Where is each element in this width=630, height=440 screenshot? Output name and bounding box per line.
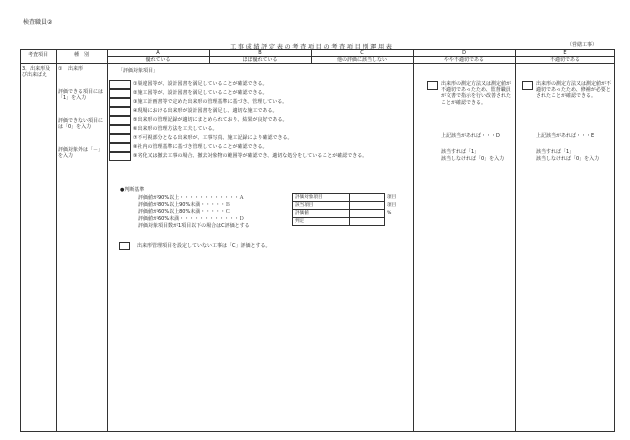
grade-b-desc: ほぼ優れている [242, 57, 278, 63]
grade-a-letter: A [156, 50, 160, 56]
grade-e-no: 該当しなければ「0」を入力 [536, 156, 600, 162]
criteria-checkbox-5[interactable] [109, 116, 131, 125]
type-name: 出来形 [68, 66, 84, 72]
judgment-line-note: 評価対象項目数が1項目以下の場合はC評価とする [138, 223, 250, 229]
header-item: 考査項目 [27, 52, 48, 58]
grade-d-text: 出来形の測定方法又は測定値が不適切であったため、監督職員が文書で指示を行い改善されたことが確認できる。 [441, 81, 512, 106]
criteria-heading: 「評価対象項目」 [118, 68, 159, 74]
judgment-line-b: 評価値が80%以上90%未満・・・・・Ｂ [138, 202, 231, 208]
criteria-checkbox-1[interactable] [109, 80, 131, 89]
criteria-item-2: ②施工図等が、設計図書を満足していることが確認できる。 [133, 90, 268, 96]
summary-value-input[interactable] [350, 210, 385, 218]
criteria-checkbox-3[interactable] [109, 98, 131, 107]
grade-c-letter: C [360, 50, 364, 56]
grade-c-desc: 他の評価に該当しない [336, 57, 387, 63]
criteria-checkbox-8[interactable] [109, 143, 131, 152]
criteria-checkbox-6[interactable] [109, 125, 131, 134]
grade-e-yes: 該当すれば「1」 [536, 149, 575, 155]
column-line [515, 49, 516, 432]
note-applicable: 評価できる項目には「1」を入力 [58, 89, 104, 102]
criteria-item-7: ⑦不可視部分となる出来形が、工事写真、施工記録により確認できる。 [133, 135, 293, 141]
summary-unit: % [387, 210, 392, 216]
column-line [56, 49, 57, 432]
criteria-checkbox-2[interactable] [109, 89, 131, 98]
corner-label: 検査職員② [23, 19, 53, 26]
header-divider-2 [20, 63, 615, 64]
no-management-checkbox[interactable] [119, 242, 130, 250]
judgment-line-a: 評価値が90%以上・・・・・・・・・・・・Ａ [138, 195, 245, 201]
grade-e-text: 出来形の測定方法又は測定値が不適切であったため、修補が必要とされたことが確認できる。 [536, 81, 612, 100]
summary-value-input[interactable] [350, 202, 385, 210]
criteria-item-1: ①巣違図等が、設計図書を満足していることが確認できる。 [133, 81, 268, 87]
grade-a-desc: 優れている [145, 57, 171, 63]
criteria-item-6: ⑥出来形の管理方法を工夫している。 [133, 126, 218, 132]
header-type: 種 別 [73, 52, 89, 58]
table-row [293, 202, 400, 210]
criteria-checkbox-7[interactable] [109, 134, 131, 143]
grade-e-rule: 上記該当があれば・・・E [536, 133, 595, 139]
grade-d-yes: 該当すれば「1」 [441, 149, 480, 155]
table-row [293, 210, 400, 218]
column-line [413, 49, 414, 432]
grade-d-rule: 上記該当があれば・・・D [441, 133, 500, 139]
summary-label: 評価値 [293, 210, 350, 218]
grade-e-checkbox[interactable] [522, 81, 533, 90]
criteria-item-8: ⑧社内の管理基準に基づき管理していることが確認できる。 [133, 144, 268, 150]
criteria-item-3: ③施工計画書等で定めた出来形の管理基準に基づき、管理している。 [133, 99, 288, 105]
judgment-heading: ●判断基準 [120, 187, 145, 193]
table-row [293, 218, 400, 226]
page-title: 工事成績評定表の考査項目の考査項目別運用表 [230, 44, 394, 51]
judgment-line-c: 評価値が60%以上80%未満・・・・・Ｃ [138, 209, 231, 215]
summary-label: 該当項目 [293, 202, 350, 210]
criteria-item-5: ⑤出来形の管理記録が適切にまとめられており、結果が良好である。 [133, 117, 288, 123]
evaluation-summary-table [292, 193, 400, 226]
summary-unit: 項目 [387, 202, 397, 208]
column-line [107, 49, 108, 432]
summary-unit: 項目 [387, 194, 397, 200]
item-name: 3．出来形及び出来ばえ [22, 66, 51, 79]
summary-value-input[interactable] [350, 194, 385, 202]
note-not-applicable: 評価できない項目には「0」を入力 [58, 118, 104, 131]
page-subtitle: （営繕工事） [567, 42, 598, 48]
summary-unit [385, 218, 400, 226]
judgment-line-d: 評価値が60%未満・・・・・・・・・・・・Ｄ [138, 216, 245, 222]
criteria-item-4: ④現場における出来形が設計図書を満足し、適切な施工である。 [133, 108, 278, 114]
summary-label: 評価対象項目 [293, 194, 350, 202]
criteria-item-9: ⑨劣化又は撤去工事の場合、撤去対象物の範囲等が確認でき、適切な処分をしていることが確認できる。 [133, 153, 368, 159]
criteria-checkbox-9[interactable] [109, 152, 131, 161]
note-excluded: 評価対象外は「－」を入力 [58, 147, 104, 160]
grade-d-checkbox[interactable] [427, 81, 438, 90]
table-row [293, 194, 400, 202]
no-management-note: 出来形管理項目を設定していない工事は「C」評価とする。 [137, 243, 271, 249]
grade-d-no: 該当しなければ「0」を入力 [441, 156, 505, 162]
type-number: ① [58, 66, 63, 72]
grade-e-letter: E [563, 50, 567, 56]
summary-value-input[interactable] [350, 218, 385, 226]
grade-e-desc: 不適切である [549, 57, 580, 63]
grade-d-letter: D [462, 50, 466, 56]
grade-d-desc: やや不適切である [443, 57, 484, 63]
criteria-checkbox-4[interactable] [109, 107, 131, 116]
grade-b-letter: B [258, 50, 262, 56]
summary-label: 判定 [293, 218, 350, 226]
